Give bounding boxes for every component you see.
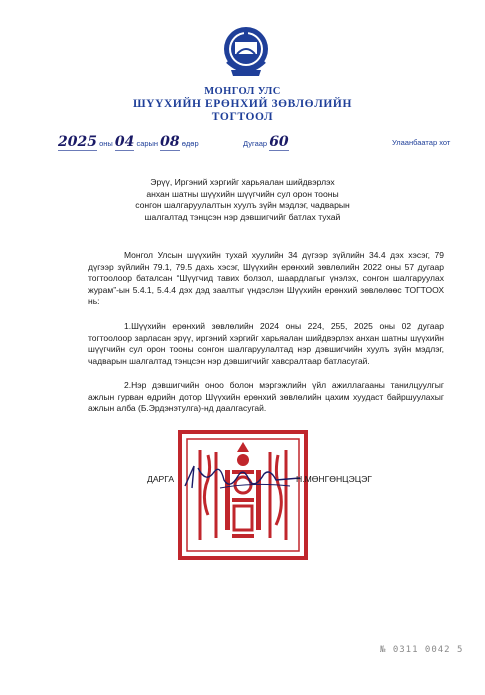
date-year-suffix: оны (99, 139, 113, 148)
org-country: МОНГОЛ УЛС (204, 86, 281, 97)
serial-number: № 0311 0042 5 (380, 645, 464, 655)
subject-line: анхан шатны шүүхийн шүүгчийн сул орон тооны (146, 188, 339, 199)
date-day-suffix: өдөр (181, 139, 199, 148)
date-year: 2025 (58, 134, 97, 150)
document-type: ТОГТООЛ (211, 111, 274, 123)
number-label: Дугаар (243, 139, 268, 148)
document-subject (60, 177, 425, 223)
subject-line: сонгон шалгаруулалтын хуулъ зүйн мэдлэг, чадварын (135, 200, 350, 211)
subject-line: Эрүү, Иргэний хэргийг харьяалан шийдвэрлэх (150, 177, 335, 187)
number-value: 60 (269, 134, 289, 150)
state-emblem-icon (221, 22, 271, 82)
document-number (243, 134, 289, 152)
date-month-suffix: сарын (136, 139, 159, 148)
body-paragraph-preamble: Монгол Улсын шүүхийн тухай хуулийн 34 дүгээр зүйлийн 34.4 дэх хэсэг, 79 дүгээр зүйлийн 79.1, 79.5 дахь хэсэг, Шүүхийн ерөнхий зөвлөлийн 2022 оны 57 дугаар тогтоолоор баталсан “Шүүгчид тавих болзол, шаардлагыг үнэлэх, сонгон шалгаруулах журам”-ын 5.4.1, 5.4.4 дэх дэд заалтыг үндэслэн Шүүхийн ерөнхий зөвлөлөөс ТОГТООХ нь: (88, 250, 444, 307)
body-paragraph-1: 1.Шүүхийн ерөнхий зөвлөлийн 2024 оны 224, 255, 2025 оны 02 дугаар тогтоолоор зарласан эрүү, иргэний хэргийг харьяалан шийдвэрлэх анхан шатны шүүхийн шүүгчийн сул орон тооны сонгон шалгаруулалтад нэр дэвшигчийн хуулъ зүйн мэдлэг, чадварын шалгалтад тэнцсэн нэр дэвшигчийг хавсралтаар батласугай. (88, 321, 444, 366)
org-name: ШҮҮХИЙН ЕРӨНХИЙ ЗӨВЛӨЛИЙН (132, 98, 353, 110)
document-date (58, 134, 199, 152)
handwritten-signature-icon (180, 458, 305, 496)
signatory-name: Н.МӨНГӨНЦЭЦЭГ (296, 474, 372, 484)
signatory-title: ДАРГА (147, 474, 175, 484)
date-day: 08 (160, 134, 180, 150)
date-month: 04 (114, 134, 135, 150)
subject-line: шалгалтад тэнцсэн нэр дэвшигчийг батлах тухай (144, 211, 341, 222)
document-city: Улаанбаатар хот (392, 138, 451, 147)
body-paragraph-2: 2.Нэр дэвшигчийн оноо болон мэргэжлийн үйл ажиллагааны танилцуулгыг ажлын гурван өдрийн дотор Шүүхийн ерөнхий зөвлөлийн цахим хуудаст байршуулахыг ажлын алба (Б.Эрдэнэтулга)-нд даалгасугай. (88, 380, 444, 414)
